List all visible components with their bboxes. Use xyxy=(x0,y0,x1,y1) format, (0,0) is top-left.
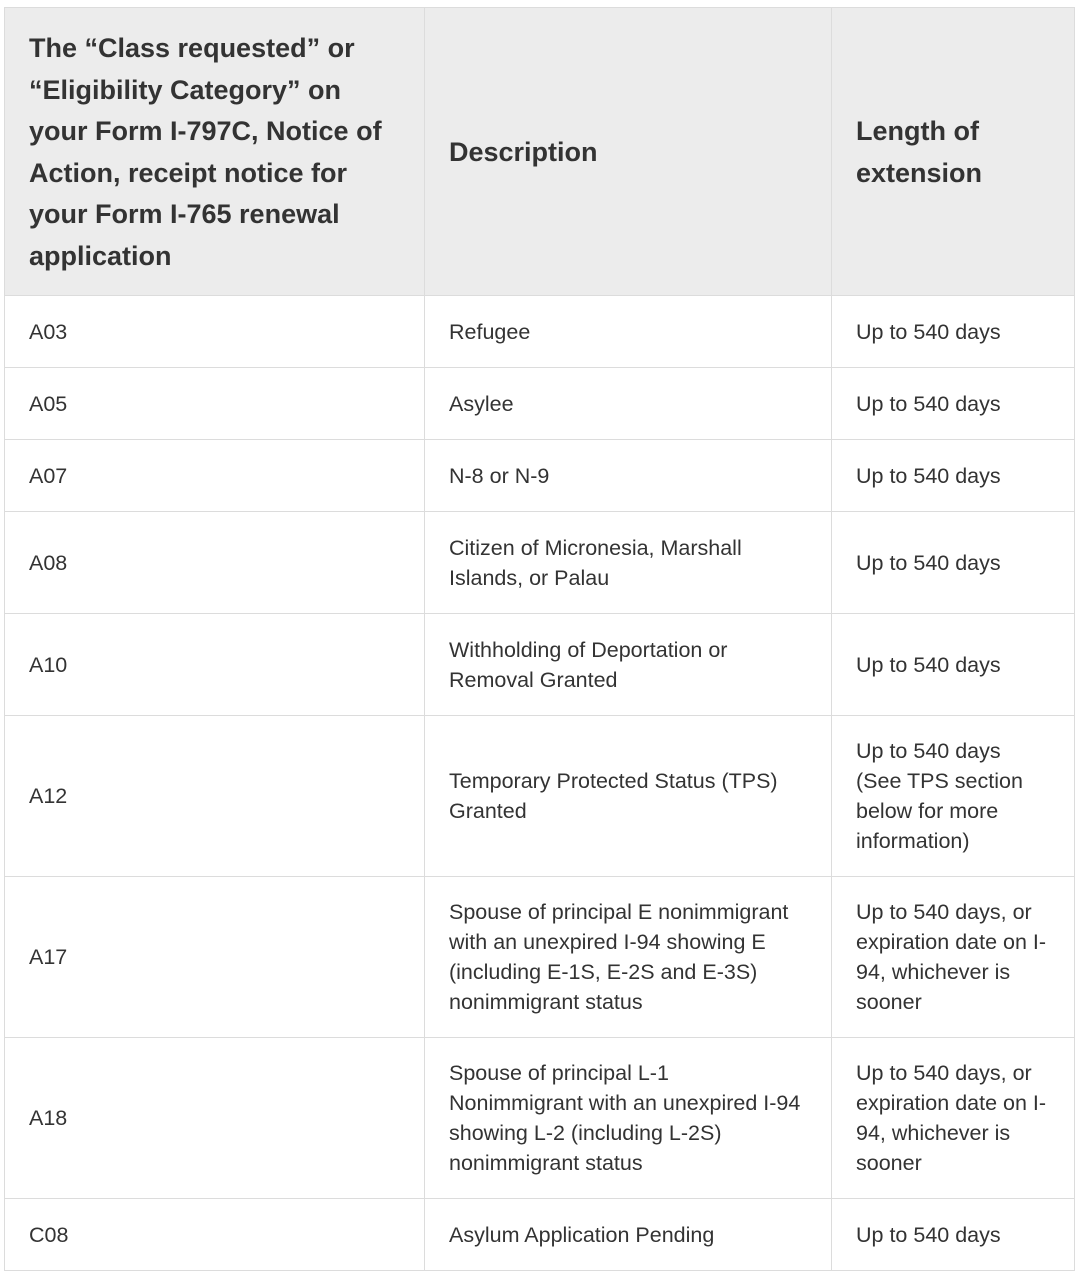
cell-description: Spouse of principal E nonimmigrant with an unexpired I-94 showing E (including E-1S, E-2S and E-3S) nonimmigrant status xyxy=(425,877,832,1038)
cell-description: N-8 or N-9 xyxy=(425,440,832,512)
cell-category: A03 xyxy=(5,296,425,368)
cell-category: A12 xyxy=(5,716,425,877)
cell-length: Up to 540 days, or expiration date on I-94, whichever is sooner xyxy=(832,877,1075,1038)
cell-category: A18 xyxy=(5,1038,425,1199)
cell-length: Up to 540 days xyxy=(832,440,1075,512)
table-row xyxy=(5,1038,1075,1199)
cell-category: A10 xyxy=(5,614,425,716)
cell-length: Up to 540 days xyxy=(832,368,1075,440)
table-row xyxy=(5,368,1075,440)
cell-description: Asylum Application Pending xyxy=(425,1199,832,1271)
cell-description: Citizen of Micronesia, Marshall Islands, or Palau xyxy=(425,512,832,614)
table-row xyxy=(5,716,1075,877)
table-row xyxy=(5,296,1075,368)
cell-length: Up to 540 days (See TPS section below for more information) xyxy=(832,716,1075,877)
extension-table-container xyxy=(4,7,1074,1271)
cell-length: Up to 540 days xyxy=(832,1199,1075,1271)
cell-length: Up to 540 days xyxy=(832,512,1075,614)
cell-category: A17 xyxy=(5,877,425,1038)
extension-table xyxy=(4,7,1075,1271)
header-row xyxy=(5,8,1075,296)
table-body xyxy=(5,296,1075,1271)
cell-description: Temporary Protected Status (TPS) Granted xyxy=(425,716,832,877)
table-header xyxy=(5,8,1075,296)
table-row xyxy=(5,877,1075,1038)
cell-category: A07 xyxy=(5,440,425,512)
cell-category: A08 xyxy=(5,512,425,614)
cell-category: A05 xyxy=(5,368,425,440)
cell-description: Spouse of principal L-1 Nonimmigrant with an unexpired I-94 showing L-2 (including L-2S) nonimmigrant status xyxy=(425,1038,832,1199)
cell-description: Asylee xyxy=(425,368,832,440)
table-row xyxy=(5,614,1075,716)
cell-description: Refugee xyxy=(425,296,832,368)
cell-length: Up to 540 days, or expiration date on I-94, whichever is sooner xyxy=(832,1038,1075,1199)
header-class-requested: The “Class requested” or “Eligibility Category” on your Form I-797C, Notice of Action, receipt notice for your Form I-765 renewal application xyxy=(5,8,425,296)
cell-length: Up to 540 days xyxy=(832,614,1075,716)
cell-category: C08 xyxy=(5,1199,425,1271)
table-row xyxy=(5,440,1075,512)
cell-length: Up to 540 days xyxy=(832,296,1075,368)
table-row xyxy=(5,1199,1075,1271)
header-length-of-extension: Length of extension xyxy=(832,8,1075,296)
table-row xyxy=(5,512,1075,614)
cell-description: Withholding of Deportation or Removal Granted xyxy=(425,614,832,716)
header-description: Description xyxy=(425,8,832,296)
